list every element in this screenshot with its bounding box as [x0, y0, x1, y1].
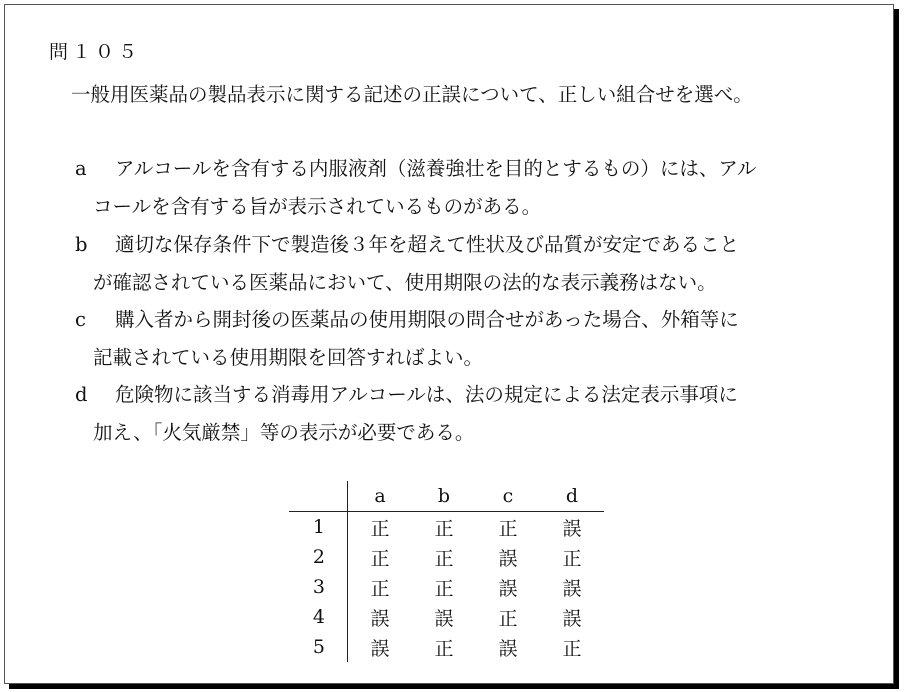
table-row: [289, 512, 604, 543]
table-row: [289, 602, 604, 632]
table-header-row: [289, 481, 604, 512]
statement-label: b: [75, 233, 88, 256]
statement-label: d: [75, 383, 88, 406]
statement-label: a: [75, 157, 87, 180]
answer-table: [289, 481, 604, 662]
table-row: [289, 542, 604, 572]
statement-text: 危険物に該当する消毒用アルコールは、法の規定による法定表示事項に: [115, 383, 738, 406]
column-header-b: b: [412, 481, 476, 512]
table-cell: 誤: [562, 517, 582, 540]
statement-a-continued: コールを含有する旨が表示されているものがある。: [93, 195, 542, 218]
table-cell: 誤: [498, 637, 518, 660]
table-cell: 誤: [562, 607, 582, 630]
table-cell: 正: [434, 517, 454, 540]
statement-b: [75, 229, 739, 257]
table-cell: 正: [498, 517, 518, 540]
column-header-d: d: [540, 481, 604, 512]
table-cell: 誤: [370, 637, 390, 660]
table-row: [289, 572, 604, 602]
statement-a: [75, 153, 757, 181]
table-cell: 誤: [562, 577, 582, 600]
question-page: [4, 4, 894, 684]
table-corner-cell: [289, 481, 348, 512]
table-cell: 正: [562, 547, 582, 570]
statement-d-continued: 加え、「火気厳禁」等の表示が必要である。: [93, 421, 475, 444]
question-stem: 一般用医薬品の製品表示に関する記述の正誤について、正しい組合せを選べ。: [71, 83, 753, 106]
column-header-a: a: [348, 481, 413, 512]
table-cell: 誤: [370, 607, 390, 630]
option-number: 2: [289, 542, 348, 572]
table-row: [289, 632, 604, 662]
statement-d: [75, 379, 738, 407]
statement-text: 適切な保存条件下で製造後３年を超えて性状及び品質が安定であること: [115, 233, 740, 256]
table-cell: 誤: [498, 547, 518, 570]
statement-label: c: [75, 308, 86, 331]
option-number: 3: [289, 572, 348, 602]
table-cell: 正: [370, 577, 390, 600]
table-cell: 正: [370, 547, 390, 570]
statement-text: 購入者から開封後の医薬品の使用期限の問合せがあった場合、外箱等に: [115, 308, 739, 331]
question-number: 問１０５: [49, 41, 142, 63]
statement-b-continued: が確認されている医薬品において、使用期限の法的な表示義務はない。: [93, 271, 717, 294]
table-cell: 正: [370, 517, 390, 540]
option-number: 4: [289, 602, 348, 632]
option-number: 1: [289, 512, 348, 543]
table-cell: 誤: [434, 607, 454, 630]
table-cell: 正: [434, 547, 454, 570]
statement-c: [75, 304, 739, 332]
table-cell: 正: [434, 577, 454, 600]
table-cell: 正: [498, 607, 518, 630]
statement-text: アルコールを含有する内服液剤（滋養強壮を目的とするもの）には、アル: [115, 157, 757, 180]
table-cell: 正: [434, 637, 454, 660]
table-cell: 誤: [498, 577, 518, 600]
column-header-c: c: [476, 481, 540, 512]
option-number: 5: [289, 632, 348, 662]
statement-c-continued: 記載されている使用期限を回答すればよい。: [93, 346, 484, 369]
table-cell: 正: [562, 637, 582, 660]
